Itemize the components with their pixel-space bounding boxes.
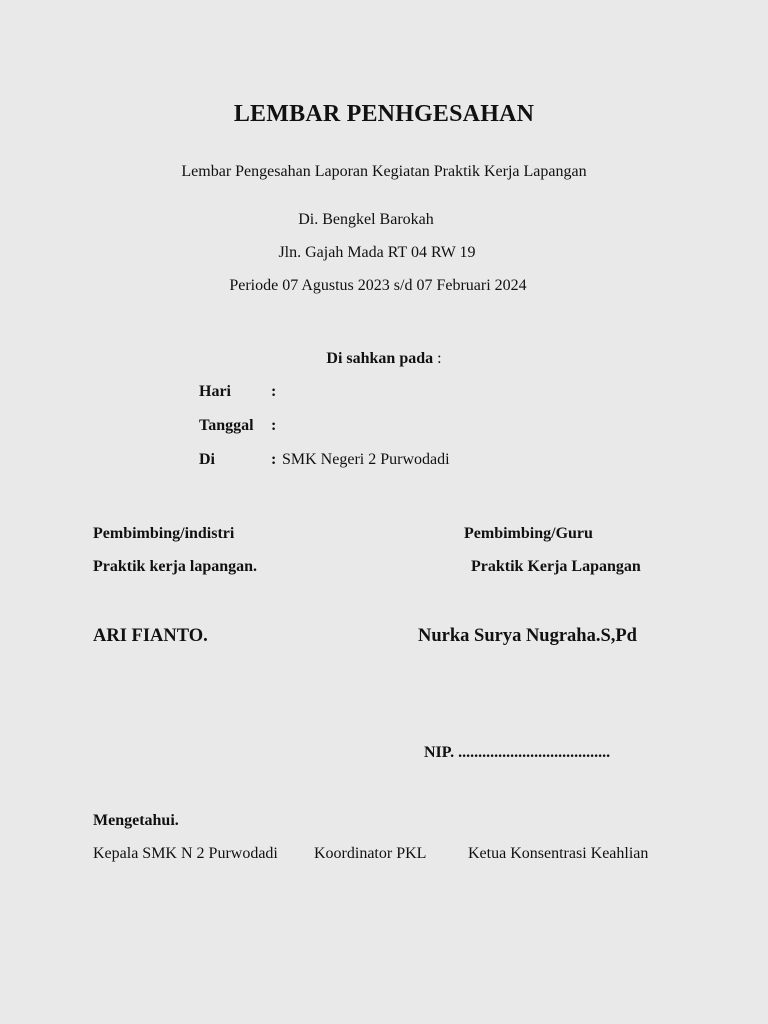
document-title: LEMBAR PENHGESAHAN (233, 101, 535, 127)
field-label-hari: Hari (199, 383, 231, 400)
right-signatory-role-line1: Pembimbing/Guru (464, 525, 593, 542)
field-value-di: SMK Negeri 2 Purwodadi (282, 451, 450, 468)
document-subtitle: Lembar Pengesahan Laporan Kegiatan Praktik Kerja Lapangan (181, 163, 587, 180)
document-period: Periode 07 Agustus 2023 s/d 07 Februari 2024 (229, 277, 527, 294)
right-signatory-name: Nurka Surya Nugraha.S,Pd (418, 626, 637, 646)
ratification-heading (0, 351, 768, 367)
ratification-heading-colon: : (433, 350, 442, 367)
field-label-di: Di (199, 451, 215, 468)
field-colon-di: : (271, 451, 277, 468)
field-label-tanggal: Tanggal (199, 417, 254, 434)
document-address: Jln. Gajah Mada RT 04 RW 19 (278, 244, 476, 261)
left-signatory-role-line2: Praktik kerja lapangan. (93, 558, 258, 575)
ratification-heading-text: Di sahkan pada (326, 350, 434, 367)
acknowledgement-role-coordinator: Koordinator PKL (314, 845, 427, 862)
right-signatory-nip: NIP. ...................................... (424, 744, 611, 761)
document-place: Di. Bengkel Barokah (298, 211, 434, 228)
right-signatory-role-line2: Praktik Kerja Lapangan (471, 558, 641, 575)
acknowledgement-role-head: Ketua Konsentrasi Keahlian (468, 845, 649, 862)
acknowledgement-role-principal: Kepala SMK N 2 Purwodadi (93, 845, 278, 862)
field-colon-hari: : (271, 383, 277, 400)
left-signatory-role-line1: Pembimbing/indistri (93, 525, 235, 542)
field-colon-tanggal: : (271, 417, 277, 434)
acknowledgement-heading: Mengetahui. (93, 812, 179, 829)
left-signatory-name: ARI FIANTO. (93, 626, 208, 646)
